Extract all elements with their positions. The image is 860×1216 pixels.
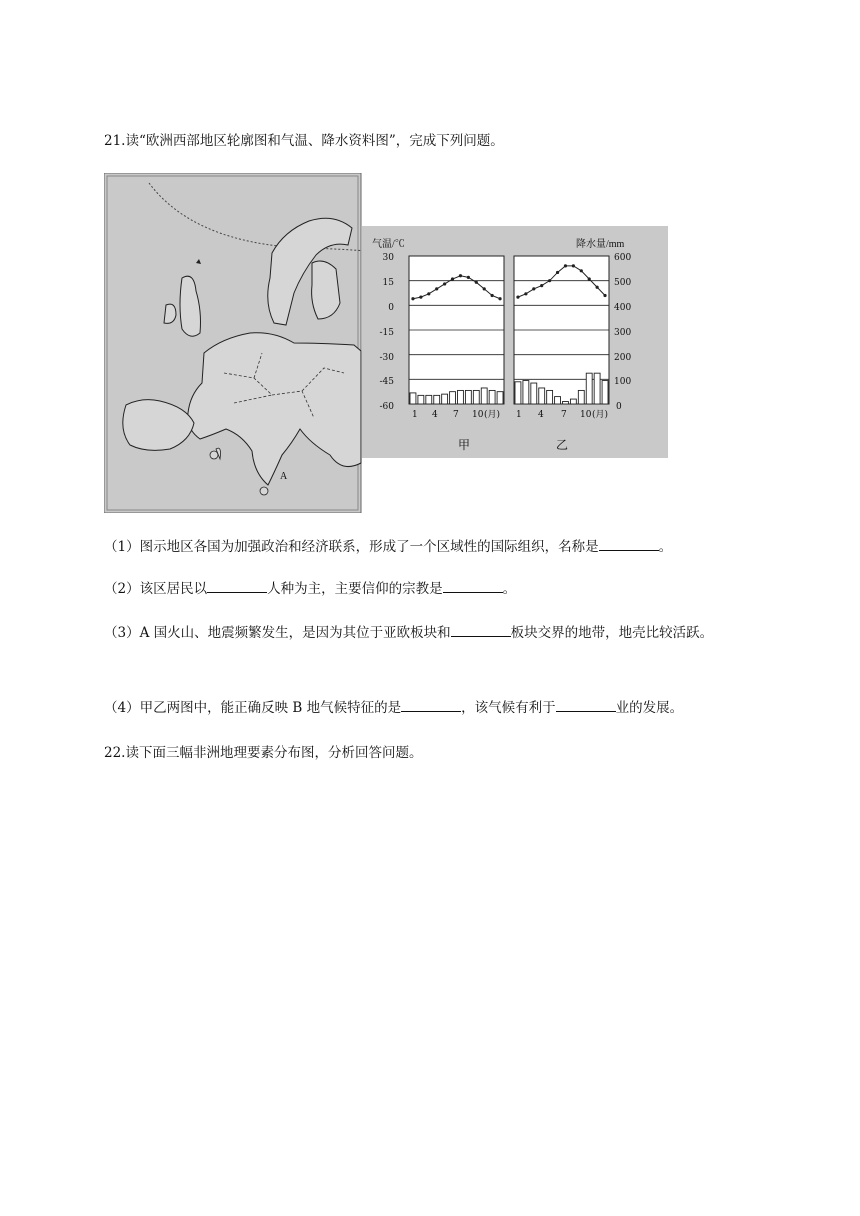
- precip-bar: [458, 390, 464, 404]
- temperature-point: [580, 269, 583, 272]
- map-label-a: A: [280, 471, 288, 482]
- climate-chart-yi: [514, 256, 609, 404]
- temperature-point: [596, 286, 599, 289]
- precip-bar: [497, 392, 503, 404]
- temperature-point: [548, 279, 551, 282]
- part-4-mid: ，该气候有利于: [461, 700, 556, 716]
- part-2-mid: 人种为主，主要信仰的宗教是: [267, 581, 443, 597]
- precip-bar: [578, 390, 584, 404]
- figure-europe-map-and-climate-charts: [104, 173, 668, 513]
- month-tick: 1: [516, 410, 522, 420]
- europe-outline-map: [104, 173, 366, 513]
- temperature-point: [516, 296, 519, 299]
- precip-bar: [418, 395, 424, 404]
- temperature-point: [564, 264, 567, 267]
- temperature-point: [540, 284, 543, 287]
- precip-bar: [594, 373, 600, 404]
- precip-bar: [539, 388, 545, 404]
- question-21-part-3: [104, 620, 774, 646]
- precip-axis-title: 降水量/mm: [576, 239, 625, 250]
- precip-bar: [450, 392, 456, 404]
- precip-bar: [473, 390, 479, 404]
- part-1-end: 。: [658, 539, 673, 555]
- month-tick: (月): [484, 410, 501, 420]
- chart-label-yi: 乙: [556, 438, 569, 452]
- temperature-point: [603, 294, 606, 297]
- question-21-part-1: [104, 536, 672, 558]
- temp-tick: 0: [388, 303, 394, 313]
- answer-blank[interactable]: [599, 536, 659, 551]
- temperature-point: [443, 282, 446, 285]
- precip-bar: [442, 394, 448, 404]
- part-4-end: 业的发展。: [615, 700, 684, 716]
- temperature-point: [475, 281, 478, 284]
- precip-bar: [523, 381, 529, 404]
- answer-blank[interactable]: [401, 697, 461, 712]
- precip-bar: [410, 393, 416, 404]
- part-3-end: 板块交界的地带，地壳比较活跃。: [510, 625, 714, 641]
- temperature-point: [459, 274, 462, 277]
- precip-bar: [515, 382, 521, 404]
- temperature-point: [498, 297, 501, 300]
- month-tick: 10: [472, 410, 484, 420]
- precip-bar: [586, 373, 592, 404]
- precip-bar: [434, 395, 440, 404]
- temp-tick: -30: [379, 353, 394, 363]
- temp-axis-title: 气温/℃: [372, 239, 405, 250]
- temperature-point: [491, 294, 494, 297]
- temp-tick: -15: [379, 328, 394, 338]
- precip-tick: 200: [614, 353, 632, 363]
- month-tick: (月): [592, 410, 609, 420]
- temperature-point: [524, 292, 527, 295]
- precip-tick: 600: [614, 253, 632, 263]
- answer-blank[interactable]: [451, 622, 511, 637]
- precip-bar: [481, 388, 487, 404]
- precip-bar: [602, 381, 608, 404]
- question-21-part-2: [104, 578, 516, 600]
- precip-tick: 400: [614, 303, 632, 313]
- question-21-part-4: [104, 697, 683, 719]
- precip-bar: [570, 399, 576, 404]
- temperature-point: [483, 287, 486, 290]
- temp-tick: -45: [379, 377, 394, 387]
- temp-tick: 30: [382, 253, 394, 263]
- temperature-point: [411, 297, 414, 300]
- part-1-text: （1）图示地区各国为加强政治和经济联系，形成了一个区域性的国际组织，名称是: [104, 539, 599, 555]
- answer-blank[interactable]: [556, 697, 616, 712]
- temperature-point: [419, 296, 422, 299]
- part-2-end: 。: [502, 581, 517, 597]
- temperature-point: [451, 277, 454, 280]
- question-22-stem: 22.读下面三幅非洲地理要素分布图，分析回答问题。: [104, 745, 423, 761]
- precip-bar: [555, 397, 561, 404]
- temperature-point: [435, 287, 438, 290]
- temperature-point: [467, 276, 470, 279]
- part-2-text: （2）该区居民以: [104, 581, 208, 597]
- precip-tick: 300: [614, 328, 632, 338]
- temperature-point: [556, 271, 559, 274]
- precip-tick: 500: [614, 278, 632, 288]
- temperature-point: [532, 287, 535, 290]
- month-tick: 7: [453, 410, 459, 420]
- temperature-point: [427, 292, 430, 295]
- precip-bar: [547, 390, 553, 404]
- temperature-point: [572, 264, 575, 267]
- precip-tick: 100: [614, 377, 632, 387]
- month-tick: 10: [580, 410, 592, 420]
- climate-charts-panel: [362, 226, 668, 458]
- month-tick: 4: [538, 410, 544, 420]
- month-tick: 7: [561, 410, 567, 420]
- climate-chart-jia: [409, 256, 504, 404]
- precip-bar: [465, 390, 471, 404]
- month-tick: 4: [432, 410, 438, 420]
- part-3-text: （3）A 国火山、地震频繁发生，是因为其位于亚欧板块和: [104, 625, 451, 641]
- precip-bar: [489, 390, 495, 404]
- precip-bar: [531, 383, 537, 404]
- part-4-text: （4）甲乙两图中，能正确反映 B 地气候特征的是: [104, 700, 402, 716]
- chart-label-jia: 甲: [458, 438, 471, 452]
- precip-bar: [563, 402, 569, 404]
- precip-tick: 0: [616, 402, 622, 412]
- month-tick: 1: [412, 410, 418, 420]
- answer-blank[interactable]: [443, 578, 503, 593]
- temperature-point: [588, 277, 591, 280]
- answer-blank[interactable]: [207, 578, 267, 593]
- temp-tick: 15: [382, 278, 394, 288]
- temp-tick: -60: [379, 402, 394, 412]
- precip-bar: [426, 395, 432, 404]
- question-21-stem: 21.读“欧洲西部地区轮廓图和气温、降水资料图”，完成下列问题。: [104, 133, 504, 149]
